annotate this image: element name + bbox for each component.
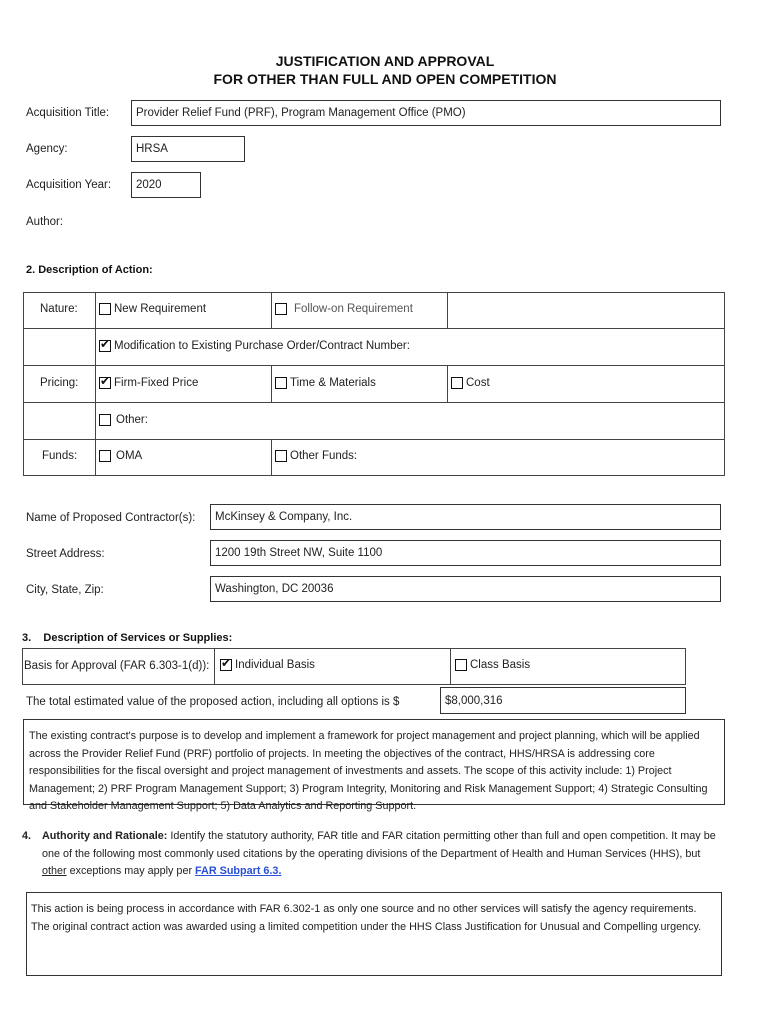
section-4-text-b: exceptions may apply per [66, 865, 196, 877]
description-text-area[interactable] [23, 719, 725, 812]
agency-field[interactable]: HRSA [131, 136, 245, 162]
funds-label: Funds: [42, 450, 78, 462]
far-subpart-link[interactable]: FAR Subpart 6.3. [195, 865, 282, 877]
other-option[interactable] [99, 414, 148, 426]
section-4-heading: Authority and Rationale: [42, 830, 168, 842]
oma-checkbox[interactable] [99, 450, 111, 462]
other-funds-label: Other Funds: [290, 450, 358, 462]
city-state-zip-label: City, State, Zip: [26, 584, 104, 596]
agency-label: Agency: [26, 143, 68, 155]
acquisition-year-field[interactable]: 2020 [131, 172, 201, 198]
nature-label: Nature: [40, 303, 78, 315]
street-address-field[interactable]: 1200 19th Street NW, Suite 1100 [210, 540, 721, 566]
total-value-label: The total estimated value of the proposed action, including all options is $ [26, 696, 400, 708]
section-3-heading: 3. Description of Services or Supplies: [22, 632, 233, 644]
firm-fixed-checkbox[interactable] [99, 377, 111, 389]
pricing-label: Pricing: [40, 377, 79, 389]
total-value-field[interactable]: $8,000,316 [440, 687, 686, 714]
class-basis-option[interactable] [455, 659, 530, 671]
description-text: The existing contract's purpose is to develop and implement a framework for project management and project planning, which will be applied across the Provider Relief Fund (PRF) portfolio of projects. In meeting the objectives of the contract, HHS/HRSA is addressing core responsibilities for the fiscal oversight and project management of investments and assets. The scope of this activity include: 1) Project Management; 2) PRF Program Management Support; 3) Program Integrity, Monitoring and Risk Management Support; 4) Strategic Consulting and Stakeholder Management Support; 5) Data Analytics and Reporting Support. [29, 730, 708, 812]
modification-checkbox[interactable] [99, 340, 111, 352]
new-requirement-label: New Requirement [114, 303, 207, 315]
contractor-name-label: Name of Proposed Contractor(s): [26, 512, 196, 524]
oma-label: OMA [116, 450, 143, 462]
description-of-action-table [23, 292, 725, 476]
time-materials-option[interactable] [275, 377, 376, 389]
firm-fixed-label: Firm-Fixed Price [114, 377, 199, 389]
class-basis-label: Class Basis [470, 659, 531, 671]
cost-option[interactable] [451, 377, 490, 389]
form-title-line2: FOR OTHER THAN FULL AND OPEN COMPETITION [213, 71, 557, 87]
section-4-text-a: Identify the statutory authority, FAR title and FAR citation permitting other than full and open competition. It may be one of the following most commonly used citations by the operating divisions of the Department of Health and Human Services (HHS), but [42, 830, 716, 860]
time-materials-label: Time & Materials [290, 377, 376, 389]
class-basis-checkbox[interactable] [455, 659, 467, 671]
other-funds-option[interactable] [275, 450, 357, 462]
author-label: Author: [26, 216, 64, 228]
street-address-label: Street Address: [26, 548, 105, 560]
modification-label: Modification to Existing Purchase Order/Contract Number: [114, 340, 410, 352]
form-title-line1: JUSTIFICATION AND APPROVAL [275, 53, 495, 69]
follow-on-checkbox[interactable] [275, 303, 287, 315]
acquisition-title-label: Acquisition Title: [26, 107, 110, 119]
other-label: Other: [116, 414, 148, 426]
follow-on-label: Follow-on Requirement [294, 303, 413, 315]
other-checkbox[interactable] [99, 414, 111, 426]
section-4-number: 4. [22, 830, 32, 842]
individual-basis-checkbox[interactable] [220, 659, 232, 671]
cost-checkbox[interactable] [451, 377, 463, 389]
oma-option[interactable] [99, 450, 142, 462]
section-4-text-other: other [42, 865, 67, 877]
contractor-name-field[interactable]: McKinsey & Company, Inc. [210, 504, 721, 530]
modification-option[interactable] [99, 340, 410, 352]
city-state-zip-field[interactable]: Washington, DC 20036 [210, 576, 721, 602]
firm-fixed-option[interactable] [99, 377, 198, 389]
section-2-heading: 2. Description of Action: [26, 264, 153, 276]
follow-on-option[interactable] [275, 303, 413, 315]
individual-basis-label: Individual Basis [235, 659, 315, 671]
new-requirement-checkbox[interactable] [99, 303, 111, 315]
cost-label: Cost [466, 377, 490, 389]
section-4-intro [22, 828, 722, 881]
other-funds-checkbox[interactable] [275, 450, 287, 462]
rationale-text-area[interactable] [26, 892, 722, 976]
acquisition-year-label: Acquisition Year: [26, 179, 112, 191]
acquisition-title-field[interactable]: Provider Relief Fund (PRF), Program Management Office (PMO) [131, 100, 721, 126]
individual-basis-option[interactable] [220, 659, 315, 671]
new-requirement-option[interactable] [99, 303, 206, 315]
rationale-text: This action is being process in accordance with FAR 6.302-1 as only one source and no other services will satisfy the agency requirements. The original contract action was awarded using a limited competition under the HHS Class Justification for Unusual and Compelling urgency. [31, 903, 702, 933]
time-materials-checkbox[interactable] [275, 377, 287, 389]
basis-label: Basis for Approval (FAR 6.303-1(d)): [24, 660, 210, 672]
